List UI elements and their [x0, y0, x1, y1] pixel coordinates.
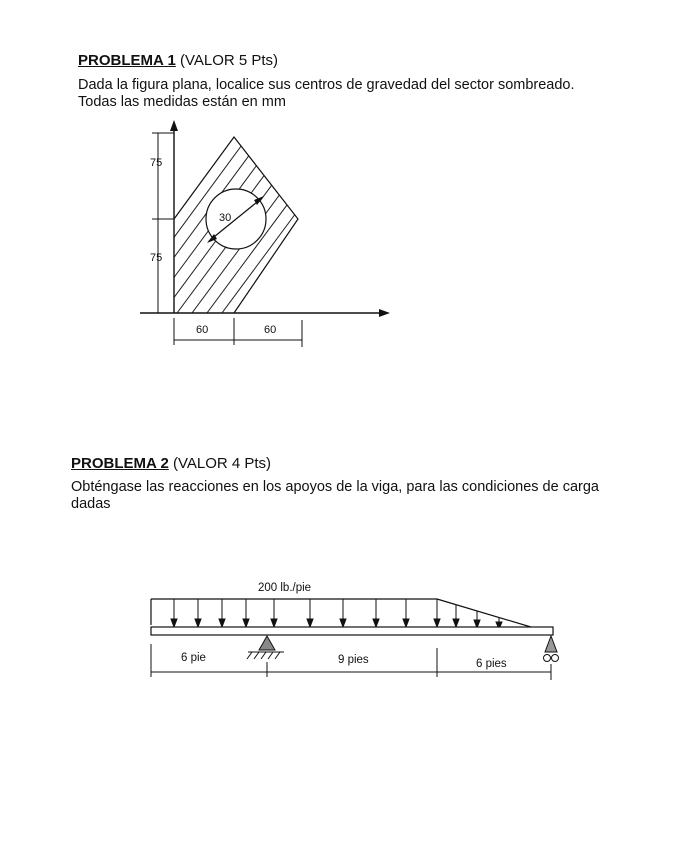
problem2-number: PROBLEMA 2 — [71, 455, 169, 472]
load-label: 200 lb./pie — [258, 582, 312, 594]
problem1-statement: Dada la figura plana, localice sus centros de gravedad del sector sombreado. — [78, 77, 575, 93]
problem1-value: (VALOR 5 Pts) — [179, 52, 279, 69]
span1-label: 6 pie — [181, 652, 206, 664]
beam — [151, 627, 553, 635]
span2-label: 9 pies — [338, 654, 369, 666]
problem2-statement: Obténgase las reacciones en los apoyos de la viga, para las condiciones de carga — [71, 479, 599, 495]
problem2-value: (VALOR 4 Pts) — [172, 455, 272, 472]
dim-y-upper: 75 — [150, 157, 163, 169]
roller-support-icon — [544, 636, 559, 662]
problem2-statement-cont: dadas — [71, 496, 111, 512]
dim-y-lower: 75 — [150, 252, 163, 264]
dim-diameter: 30 — [219, 212, 232, 224]
problem1-units-note: Todas las medidas están en mm — [78, 94, 286, 110]
problem1-number: PROBLEMA 1 — [78, 52, 176, 69]
pin-support-icon — [247, 636, 284, 659]
dim-x-left: 60 — [196, 324, 209, 336]
dim-x-right: 60 — [264, 324, 277, 336]
span3-label: 6 pies — [476, 658, 507, 670]
